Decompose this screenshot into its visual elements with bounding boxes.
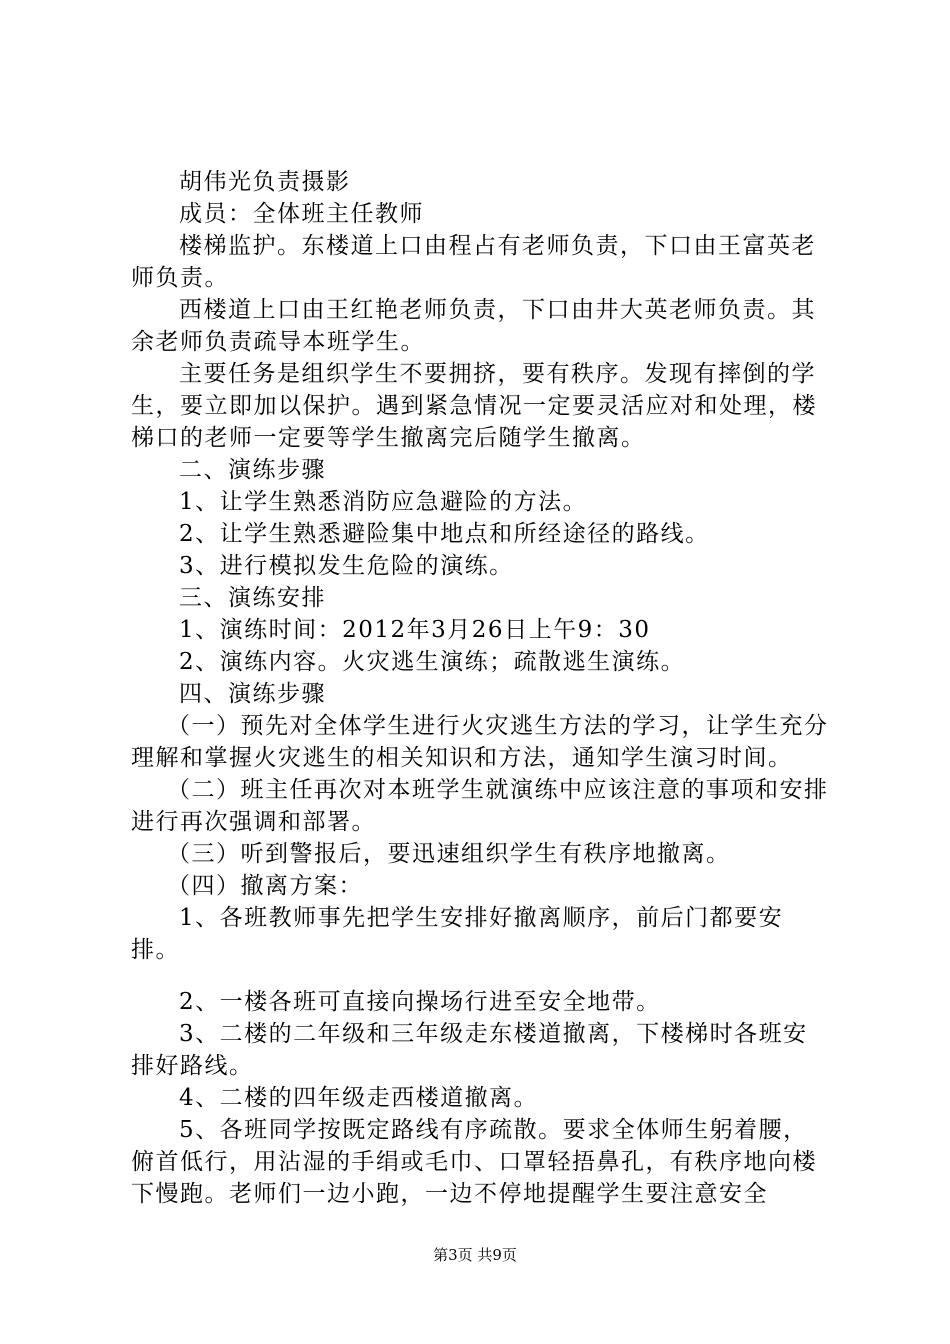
heading-drill-steps-4: 四、演练步骤 <box>179 681 326 707</box>
evacuation-item-1: 1、各班教师事先把学生安排好撤离顺序，前后门都要安排。 <box>131 905 784 963</box>
procedure-item-1: （一）预先对全体学生进行火灾逃生方法的学习，让学生充分理解和掌握火灾逃生的相关知识和方法，通知学生演习时间。 <box>131 713 829 771</box>
step-item-1: 1、让学生熟悉消防应急避险的方法。 <box>179 489 588 515</box>
heading-drill-steps: 二、演练步骤 <box>179 457 326 483</box>
paragraph-photography: 胡伟光负责摄影 <box>179 169 351 195</box>
paragraph-stair-monitor-west: 西楼道上口由王红艳老师负责，下口由井大英老师负责。其余老师负责疏导本班学生。 <box>131 297 816 355</box>
paragraph-main-tasks: 主要任务是组织学生不要拥挤，要有秩序。发现有摔倒的学生，要立即加以保护。遇到紧急情况一定要灵活应对和处理，楼梯口的老师一定要等学生撤离完后随学生撤离。 <box>131 361 817 451</box>
evacuation-item-2: 2、一楼各班可直接向操场行进至安全地带。 <box>179 989 661 1015</box>
evacuation-item-5: 5、各班同学按既定路线有序疏散。要求全体师生躬着腰，俯首低行，用沾湿的手绢或毛巾、口罩轻捂鼻孔，有秩序地向楼下慢跑。老师们一边小跑，一边不停地提醒学生要注意安全 <box>131 1117 817 1207</box>
paragraph-gap <box>131 966 831 986</box>
paragraph-members: 成员：全体班主任教师 <box>179 201 424 227</box>
procedure-item-2: （二）班主任再次对本班学生就演练中应该注意的事项和安排进行再次强调和部署。 <box>131 777 829 835</box>
document-body <box>131 166 831 1210</box>
page-number-footer: 第3页 共9页 <box>433 1246 517 1264</box>
step-item-2: 2、让学生熟悉避险集中地点和所经途径的路线。 <box>179 521 710 547</box>
paragraph-stair-monitor-east: 楼梯监护。东楼道上口由程占有老师负责，下口由王富英老师负责。 <box>131 233 816 291</box>
evacuation-item-4: 4、二楼的四年级走西楼道撤离。 <box>179 1085 539 1111</box>
arrangement-content: 2、演练内容。火灾逃生演练；疏散逃生演练。 <box>179 649 686 675</box>
procedure-item-3: （三）听到警报后，要迅速组织学生有秩序地撤离。 <box>167 841 731 867</box>
heading-drill-arrangement: 三、演练安排 <box>179 585 326 611</box>
arrangement-time: 1、演练时间：2012年3月26日上午9：30 <box>179 617 651 643</box>
step-item-3: 3、进行模拟发生危险的演练。 <box>179 553 514 579</box>
procedure-item-4: （四）撤离方案： <box>167 873 363 899</box>
evacuation-item-3: 3、二楼的二年级和三年级走东楼道撤离，下楼梯时各班安排好路线。 <box>131 1021 808 1079</box>
